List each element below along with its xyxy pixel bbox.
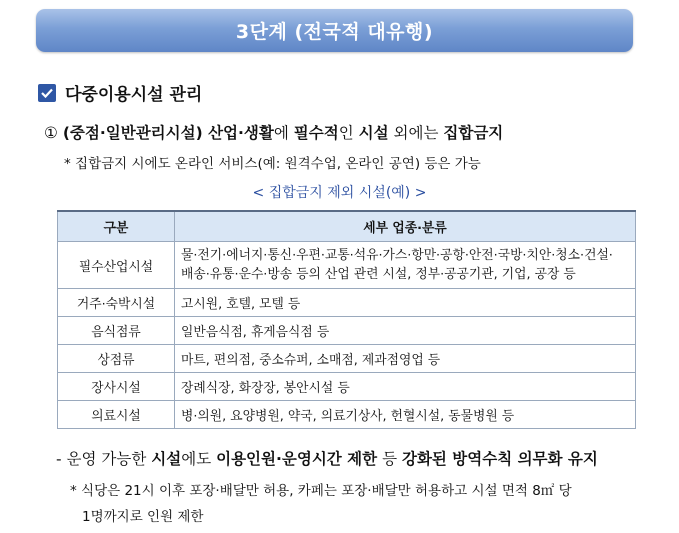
item-2-bold-3: 강화된 방역수칙 의무화 유지 — [401, 450, 598, 468]
item-1-bold-4: 집합금지 — [443, 124, 504, 142]
row-detail: 마트, 편의점, 중소슈퍼, 소매점, 제과점영업 등 — [175, 345, 636, 373]
checkbox-icon — [38, 84, 56, 102]
table-header-row — [58, 211, 636, 242]
row-category: 음식점류 — [58, 317, 175, 345]
item-1 — [44, 121, 503, 143]
item-1-text-1: 에 — [273, 124, 289, 142]
note-1: * 집합금지 시에도 온라인 서비스(예: 원격수업, 온라인 공연) 등은 가능 — [64, 156, 481, 172]
row-category: 상점류 — [58, 345, 175, 373]
row-category: 장사시설 — [58, 373, 175, 401]
row-detail: 일반음식점, 휴게음식점 등 — [175, 317, 636, 345]
table-caption: < 집합금지 제외 시설(예) > — [252, 185, 427, 201]
item-2-text-1: 운영 가능한 — [66, 450, 147, 468]
header-category: 구분 — [58, 211, 175, 242]
row-category: 거주·숙박시설 — [58, 289, 175, 317]
item-2-text-2: 에도 — [181, 450, 212, 468]
item-2 — [56, 447, 598, 469]
item-2-text-3: 등 — [382, 450, 398, 468]
section-heading — [38, 80, 202, 105]
item-1-text-2: 인 — [338, 124, 354, 142]
note-2-line-1: * 식당은 21시 이후 포장·배달만 허용, 카페는 포장·배달만 허용하고 시설 면적 8㎡ 당 — [70, 483, 572, 499]
table-row — [58, 242, 636, 289]
note-2-line-2: 1명까지로 인원 제한 — [82, 509, 204, 525]
row-detail: 고시원, 호텔, 모텔 등 — [175, 289, 636, 317]
table-row — [58, 317, 636, 345]
item-1-bold-3: 시설 — [358, 124, 389, 142]
banner-title: 3단계 (전국적 대유행) — [235, 21, 434, 43]
row-category: 의료시설 — [58, 401, 175, 429]
row-detail: 병·의원, 요양병원, 약국, 의료기상사, 헌혈시설, 동물병원 등 — [175, 401, 636, 429]
table-row — [58, 401, 636, 429]
section-title: 다중이용시설 관리 — [65, 85, 203, 105]
facility-table — [57, 210, 636, 429]
header-detail: 세부 업종·분류 — [175, 211, 636, 242]
item-1-bullet: ① — [44, 124, 58, 142]
row-category: 필수산업시설 — [58, 242, 175, 289]
item-2-dash: - — [56, 450, 62, 468]
item-1-bold-1: (중점·일반관리시설) 산업·생활 — [62, 124, 274, 142]
item-1-text-3: 외에는 — [393, 124, 439, 142]
row-detail: 장례식장, 화장장, 봉안시설 등 — [175, 373, 636, 401]
note-2 — [70, 478, 572, 530]
table-row — [58, 373, 636, 401]
item-2-bold-2: 이용인원·운영시간 제한 — [216, 450, 378, 468]
row-detail-line-2: 배송·유통·운수·방송 등의 산업 관련 시설, 정부·공공기관, 기업, 공장 등 — [181, 267, 576, 282]
title-banner — [36, 9, 633, 52]
table-row — [58, 345, 636, 373]
row-detail — [175, 242, 636, 289]
item-2-bold-1: 시설 — [151, 450, 182, 468]
item-1-bold-2: 필수적 — [293, 124, 339, 142]
table-row — [58, 289, 636, 317]
row-detail-line-1: 물·전기·에너지·통신·우편·교통·석유·가스·항만·공항·안전·국방·치안·청소·건설· — [181, 248, 613, 263]
